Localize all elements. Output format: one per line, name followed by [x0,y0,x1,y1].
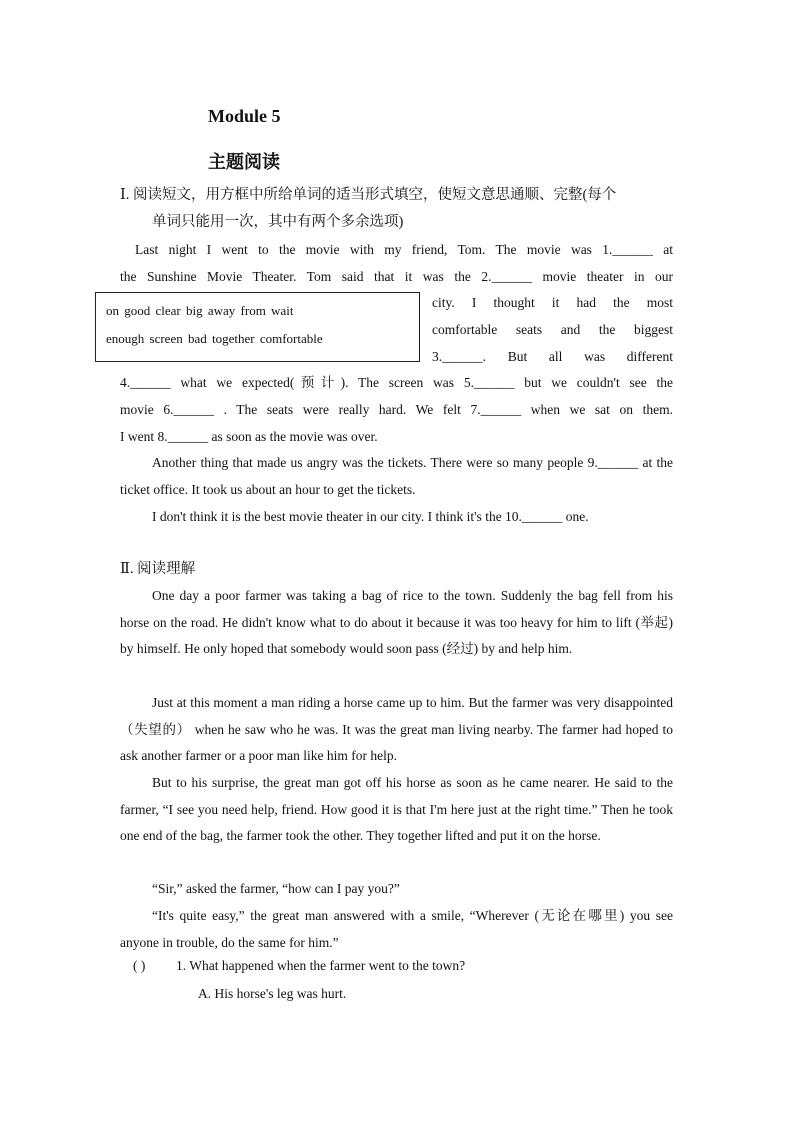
passage1-box-line1: city. I thought it had the most [432,295,673,310]
section2-heading: Ⅱ. 阅读理解 [120,561,196,577]
reading-paragraph2: Just at this moment a man riding a horse came up to him. But the farmer was very disappointed （失望的） when he saw who he was. It was the great man living nearby. The farmer had hoped to ask another farmer or a poor man like him for help. [120,695,673,764]
passage1-box-line2: comfortable seats and the biggest [432,322,673,337]
passage1-paragraph3: I don't think it is the best movie theater in our city. I think it's the 10.______ one. [152,509,589,524]
passage1-line4: movie 6.______ . The seats were really hard. We felt 7.______ when we sat on them. [120,402,673,417]
page-subtitle: 主题阅读 [208,152,280,172]
word-box [95,292,420,362]
section1-heading-line2: 单词只能用一次，其中有两个多余选项) [152,214,404,230]
reading-paragraph1: One day a poor farmer was taking a bag of rice to the town. Suddenly the bag fell from his horse on the road. He didn't know what to do about it because it was too heavy for him to lift (举起) by himself. He only hoped that somebody would soon pass (经过) by and help him. [120,588,673,657]
question1-text: 1. What happened when the farmer went to the town? [176,958,466,973]
module-title: Module 5 [208,106,281,126]
section1-heading-line1: Ⅰ. 阅读短文，用方框中所给单词的适当形式填空，使短文意思通顺、完整(每个 [120,187,617,203]
passage1-box-line3: 3.______. But all was different [432,349,673,364]
passage1-line1: Last night I went to the movie with my friend, Tom. The movie was 1.______ at [135,242,673,257]
word-box-row2: enough screen bad together comfortable [106,331,323,346]
passage1-line3: 4.______ what we expected(预计). The screen was 5.______ but we couldn't see the [120,375,673,390]
passage1-line2: the Sunshine Movie Theater. Tom said that it was the 2.______ movie theater in our [120,269,673,284]
passage1-line5: I went 8.______ as soon as the movie was over. [120,429,378,444]
word-box-row1: on good clear big away from wait [106,303,294,318]
reading-paragraph4: “Sir,” asked the farmer, “how can I pay you?” [152,881,400,896]
passage1-paragraph2: Another thing that made us angry was the tickets. There were so many people 9.______ at the ticket office. It took us about an hour to get the tickets. [120,455,673,497]
question1-option-a[interactable]: A. His horse's leg was hurt. [198,986,347,1001]
reading-paragraph3: But to his surprise, the great man got off his horse as soon as he came nearer. He said to the farmer, “I see you need help, friend. How good it is that I'm here just at the right time.” Then he took one end of the bag, the farmer took the other. They together lifted and put it on the horse. [120,775,673,844]
question1-answer-blank[interactable]: ( ) [133,958,146,973]
reading-paragraph5: “It's quite easy,” the great man answered with a smile, “Wherever (无论在哪里) you see anyone in trouble, do the same for him.” [120,908,673,950]
